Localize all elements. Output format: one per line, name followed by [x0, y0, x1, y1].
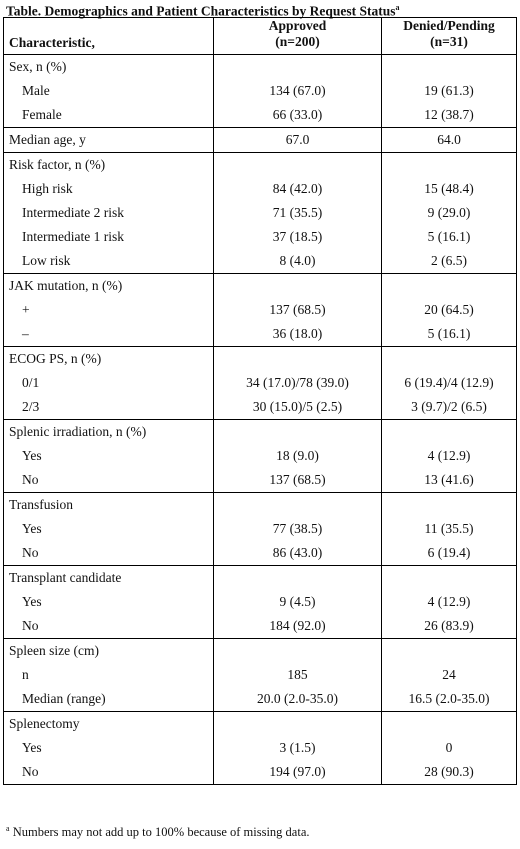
- group-row: [4, 153, 517, 274]
- group-row: [4, 712, 517, 785]
- group-row: [4, 420, 517, 493]
- group-denied-value: [382, 347, 516, 371]
- demographics-table: [3, 17, 517, 785]
- denied-pending-value: 3 (9.7)/2 (6.5): [411, 399, 487, 414]
- title-footnote-marker: a: [395, 3, 400, 12]
- header-row: [4, 18, 517, 55]
- characteristic-cell: [4, 128, 214, 153]
- denied-pending-value: 24: [442, 667, 456, 682]
- footnote-marker: a: [6, 824, 10, 833]
- denied-pending-value: 6 (19.4)/4 (12.9): [404, 375, 494, 390]
- approved-cell: [214, 420, 382, 493]
- group-approved-value: [214, 712, 381, 736]
- approved-value: 8 (4.0): [279, 253, 316, 268]
- row-label: n: [22, 667, 29, 682]
- group-title: Median age, y: [9, 132, 86, 147]
- denied-pending-value: 6 (19.4): [427, 545, 471, 560]
- group-title: JAK mutation, n (%): [9, 278, 123, 293]
- header-denied-pending: [382, 18, 517, 55]
- approved-value: 20.0 (2.0-35.0): [257, 691, 338, 706]
- approved-cell: [214, 274, 382, 347]
- denied-pending-value: 15 (48.4): [424, 181, 474, 196]
- group-denied-value: [382, 712, 516, 736]
- group-title: Transfusion: [9, 497, 74, 512]
- denied-pending-cell: [382, 153, 517, 274]
- group-row: [4, 566, 517, 639]
- group-title: Sex, n (%): [9, 59, 67, 74]
- row-label: Intermediate 2 risk: [22, 205, 124, 220]
- denied-pending-value: 5 (16.1): [427, 229, 471, 244]
- row-label: Female: [22, 107, 62, 122]
- denied-pending-cell: [382, 274, 517, 347]
- group-approved-value: 67.0: [285, 132, 310, 147]
- row-label: Intermediate 1 risk: [22, 229, 124, 244]
- group-denied-value: [382, 566, 516, 590]
- group-row: [4, 347, 517, 420]
- group-denied-value: [382, 493, 516, 517]
- group-row: [4, 639, 517, 712]
- group-title: ECOG PS, n (%): [9, 351, 102, 366]
- row-label: 0/1: [22, 375, 40, 390]
- row-label: Yes: [22, 740, 42, 755]
- approved-cell: [214, 712, 382, 785]
- row-label: No: [22, 618, 39, 633]
- approved-value: 37 (18.5): [272, 229, 323, 244]
- group-row: [4, 55, 517, 128]
- approved-cell: [214, 566, 382, 639]
- approved-value: 84 (42.0): [272, 181, 323, 196]
- approved-cell: [214, 639, 382, 712]
- group-title: Splenic irradiation, n (%): [9, 424, 147, 439]
- denied-pending-cell: [382, 566, 517, 639]
- denied-pending-cell: [382, 493, 517, 566]
- approved-value: 36 (18.0): [272, 326, 323, 341]
- group-denied-value: [382, 153, 516, 177]
- denied-pending-cell: [382, 420, 517, 493]
- denied-pending-value: 20 (64.5): [424, 302, 474, 317]
- group-title: Splenectomy: [9, 716, 80, 731]
- group-row: [4, 493, 517, 566]
- approved-cell: [214, 55, 382, 128]
- approved-value: 71 (35.5): [272, 205, 323, 220]
- row-label: Male: [22, 83, 50, 98]
- group-denied-value: [382, 420, 516, 444]
- group-denied-value: [382, 639, 516, 663]
- denied-pending-value: 16.5 (2.0-35.0): [408, 691, 490, 706]
- row-label: Yes: [22, 594, 42, 609]
- header-approved-n: (n=200): [275, 34, 320, 49]
- approved-value: 194 (97.0): [269, 764, 326, 779]
- row-label: Yes: [22, 521, 42, 536]
- approved-value: 137 (68.5): [269, 472, 326, 487]
- approved-value: 9 (4.5): [279, 594, 316, 609]
- table-title-text: Table. Demographics and Patient Characteristics by Request Status: [6, 3, 396, 19]
- denied-pending-value: 19 (61.3): [424, 83, 474, 98]
- denied-pending-cell: [382, 712, 517, 785]
- denied-pending-value: 2 (6.5): [431, 253, 467, 268]
- row-label: Median (range): [22, 691, 106, 706]
- group-denied-value: 64.0: [437, 132, 461, 147]
- group-title: Risk factor, n (%): [9, 157, 106, 172]
- approved-cell: [214, 493, 382, 566]
- group-approved-value: [214, 420, 381, 444]
- denied-pending-value: 4 (12.9): [427, 448, 471, 463]
- approved-value: 86 (43.0): [272, 545, 323, 560]
- footnote-text: Numbers may not add up to 100% because of missing data.: [9, 825, 310, 840]
- group-approved-value: [214, 347, 381, 371]
- denied-pending-value: 26 (83.9): [424, 618, 474, 633]
- approved-value: 137 (68.5): [269, 302, 326, 317]
- group-approved-value: [214, 153, 381, 177]
- denied-pending-value: 11 (35.5): [424, 521, 474, 536]
- denied-pending-value: 0: [445, 740, 453, 755]
- group-approved-value: [214, 493, 381, 517]
- group-approved-value: [214, 566, 381, 590]
- header-approved-label: Approved: [268, 18, 327, 33]
- characteristic-cell: [4, 153, 214, 274]
- characteristic-cell: [4, 420, 214, 493]
- approved-value: 66 (33.0): [272, 107, 323, 122]
- characteristic-cell: [4, 347, 214, 420]
- group-denied-value: [382, 274, 516, 298]
- denied-pending-value: 5 (16.1): [427, 326, 471, 341]
- approved-value: 30 (15.0)/5 (2.5): [252, 399, 343, 414]
- characteristic-cell: [4, 639, 214, 712]
- row-label: +: [22, 302, 30, 317]
- characteristic-cell: [4, 712, 214, 785]
- row-label: –: [22, 326, 29, 341]
- group-approved-value: [214, 55, 381, 79]
- denied-pending-value: 13 (41.6): [424, 472, 474, 487]
- denied-pending-cell: [382, 128, 517, 153]
- denied-pending-value: 12 (38.7): [424, 107, 474, 122]
- header-denied-label: Denied/Pending: [403, 18, 495, 33]
- approved-value: 18 (9.0): [276, 448, 319, 463]
- approved-value: 3 (1.5): [279, 740, 316, 755]
- header-approved: [214, 18, 382, 55]
- row-label: Yes: [22, 448, 42, 463]
- header-characteristic: Characteristic,: [4, 18, 214, 55]
- row-label: 2/3: [22, 399, 40, 414]
- denied-pending-value: 4 (12.9): [427, 594, 471, 609]
- row-label: No: [22, 472, 39, 487]
- group-title: Transplant candidate: [9, 570, 122, 585]
- group-title: Spleen size (cm): [9, 643, 99, 658]
- row-label: Low risk: [22, 253, 71, 268]
- denied-pending-cell: [382, 347, 517, 420]
- row-label: High risk: [22, 181, 73, 196]
- footnote: [6, 824, 310, 840]
- approved-cell: [214, 153, 382, 274]
- characteristic-cell: [4, 274, 214, 347]
- denied-pending-value: 9 (29.0): [427, 205, 471, 220]
- approved-value: 184 (92.0): [269, 618, 326, 633]
- row-label: No: [22, 764, 39, 779]
- approved-cell: [214, 128, 382, 153]
- approved-cell: [214, 347, 382, 420]
- characteristic-cell: [4, 566, 214, 639]
- approved-value: 134 (67.0): [269, 83, 326, 98]
- group-row: [4, 274, 517, 347]
- characteristic-cell: [4, 493, 214, 566]
- denied-pending-cell: [382, 55, 517, 128]
- approved-value: 77 (38.5): [272, 521, 323, 536]
- group-approved-value: [214, 639, 381, 663]
- group-denied-value: [382, 55, 516, 79]
- header-denied-n: (n=31): [430, 34, 468, 49]
- denied-pending-cell: [382, 639, 517, 712]
- approved-value: 34 (17.0)/78 (39.0): [246, 375, 349, 390]
- denied-pending-value: 28 (90.3): [424, 764, 474, 779]
- group-row: [4, 128, 517, 153]
- group-approved-value: [214, 274, 381, 298]
- characteristic-cell: [4, 55, 214, 128]
- row-label: No: [22, 545, 39, 560]
- approved-value: 185: [287, 667, 308, 682]
